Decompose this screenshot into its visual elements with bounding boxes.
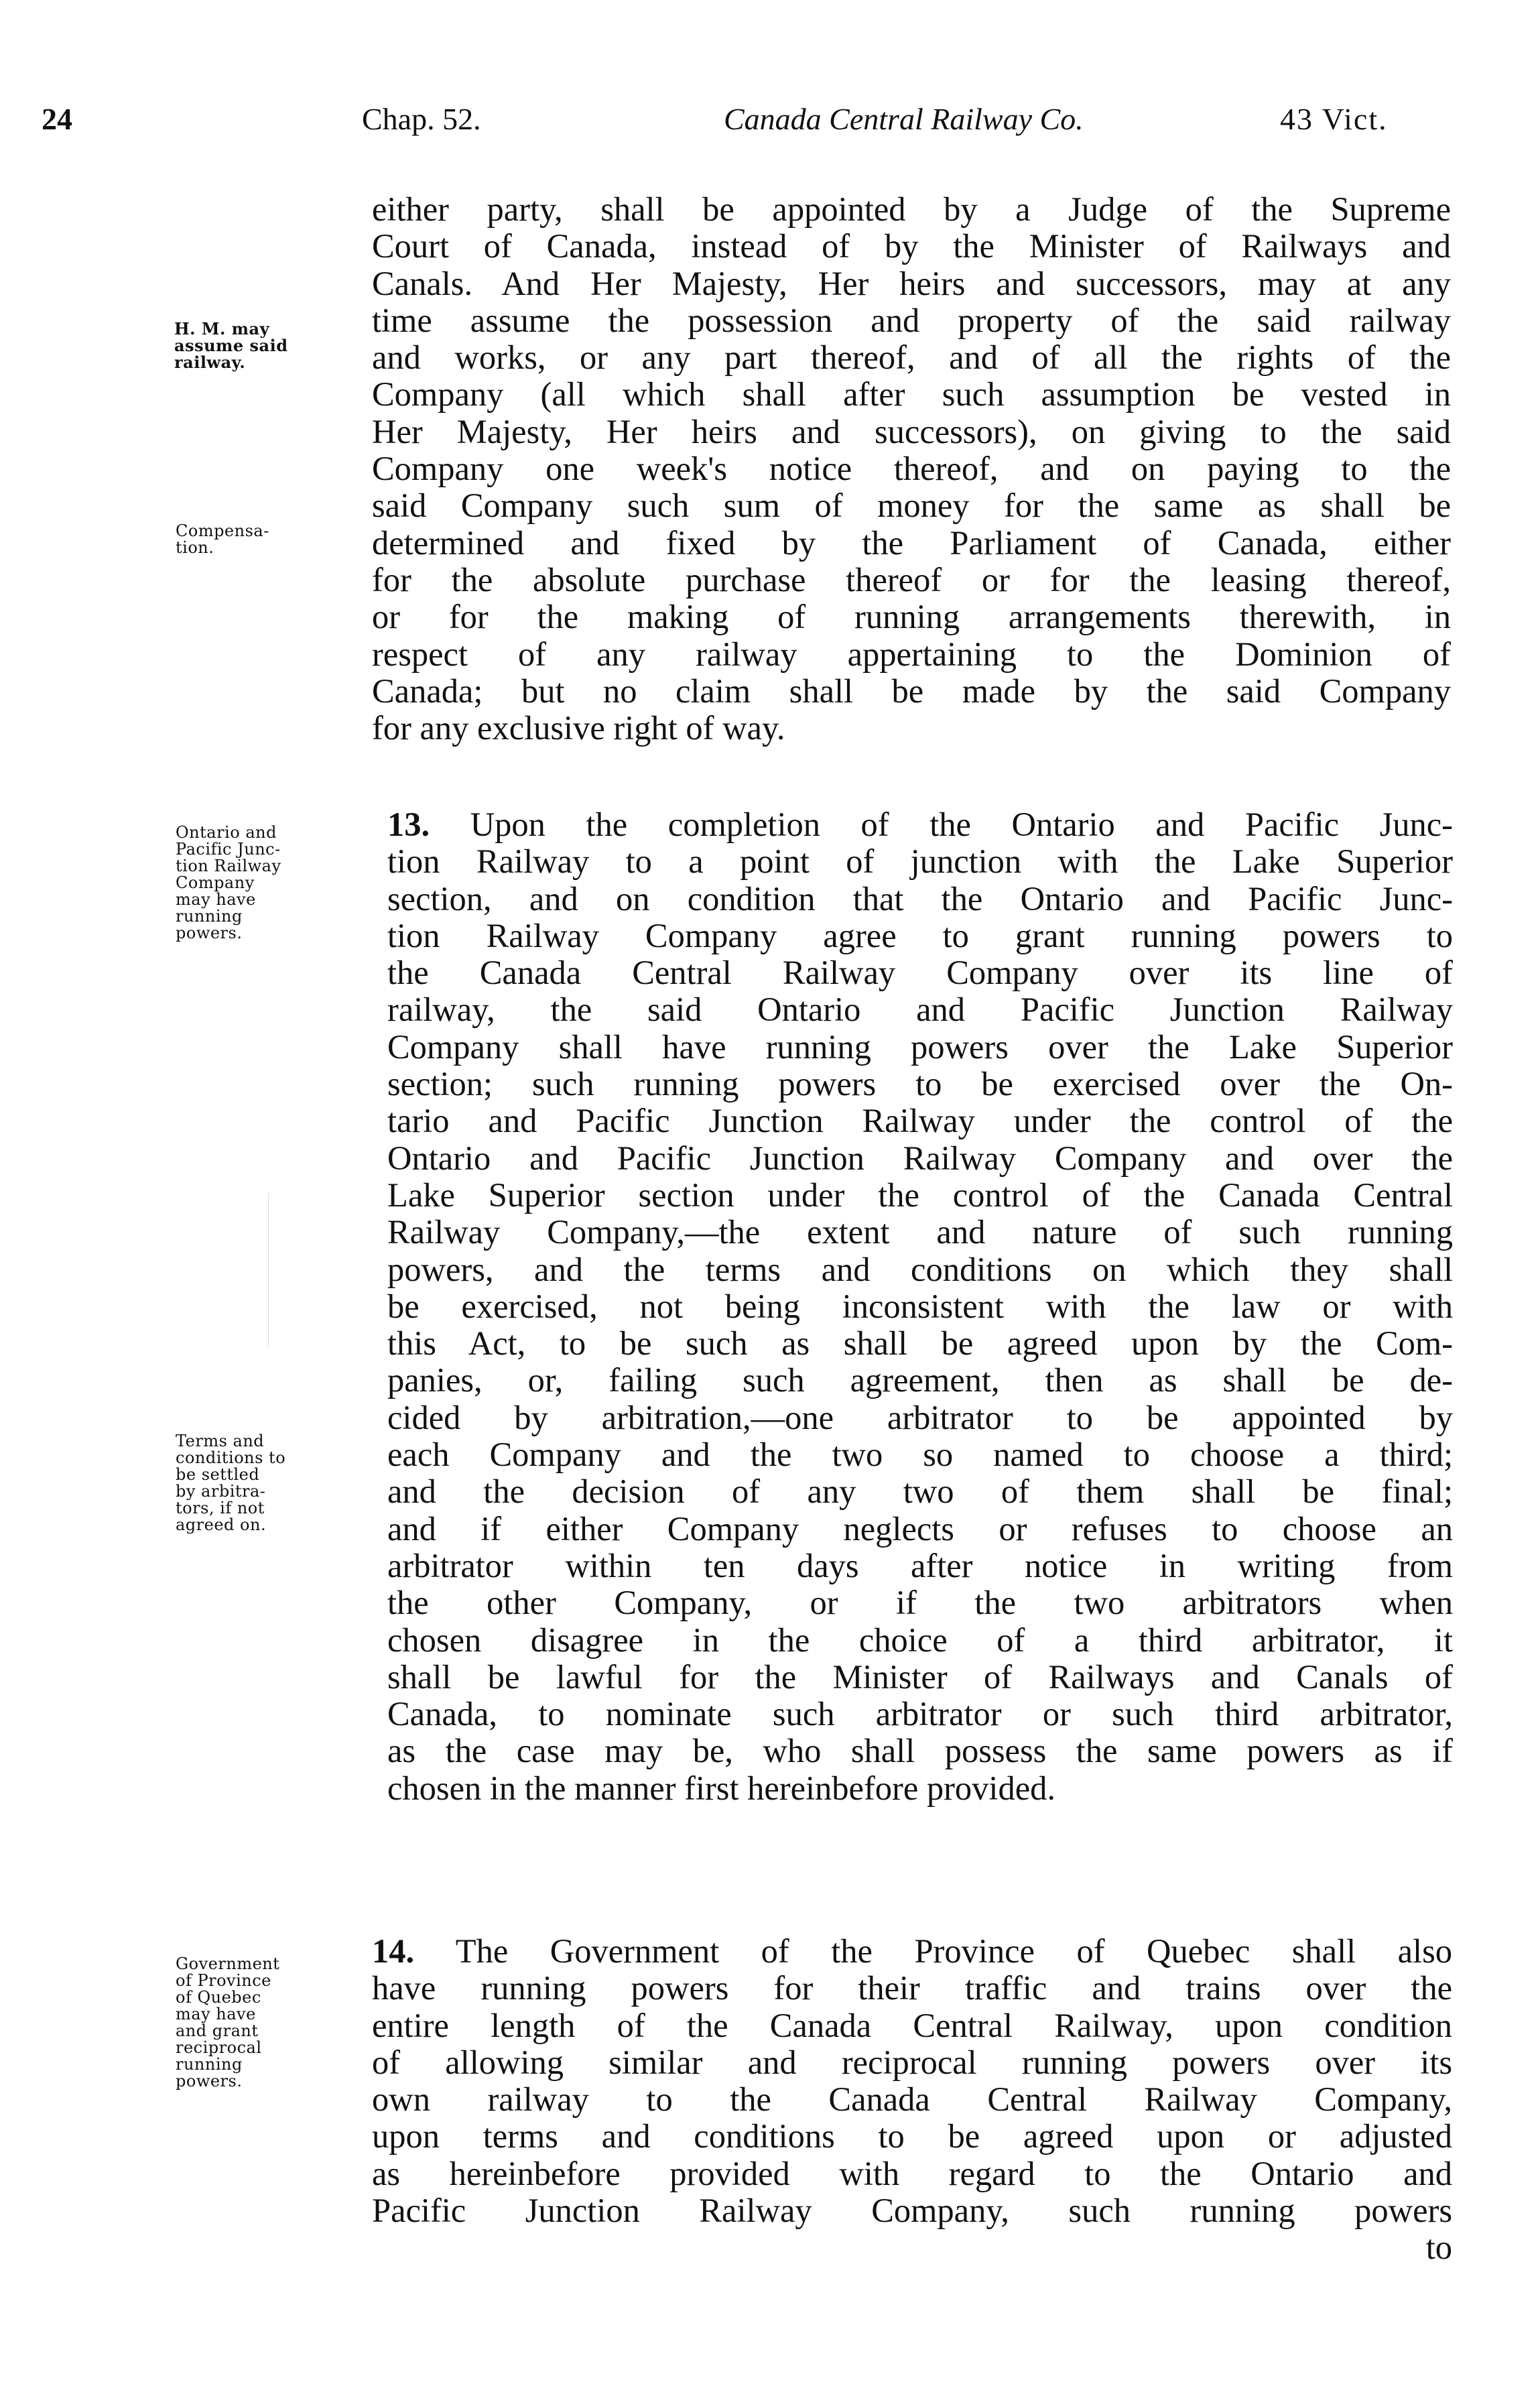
- margin-note-line: H. M. may: [174, 319, 270, 338]
- text-line: upon terms and conditions to be agreed upon or adjusted: [372, 2118, 1452, 2155]
- text-line: railway, the said Ontario and Pacific Junction Railway: [387, 991, 1453, 1029]
- catchword: to: [1425, 2229, 1452, 2267]
- margin-note-line: Compensa-: [176, 521, 269, 540]
- text-line: [387, 806, 1453, 843]
- text-line: of allowing similar and reciprocal running powers over its: [372, 2044, 1452, 2081]
- margin-note-terms-arbitration: [176, 1433, 357, 1533]
- text-line: Court of Canada, instead of by the Minister of Railways and: [372, 228, 1451, 265]
- margin-note-line: tion Railway: [176, 857, 281, 875]
- margin-note-assume-railway: [174, 320, 355, 371]
- margin-note-line: conditions to: [176, 1448, 286, 1467]
- text-line: for any exclusive right of way.: [372, 710, 785, 747]
- text-line: and if either Company neglects or refuses to choose an: [387, 1510, 1453, 1548]
- margin-note-line: by arbitra-: [176, 1482, 266, 1501]
- section-number: 14.: [372, 1933, 415, 1970]
- text-line: respect of any railway appertaining to the Dominion of: [372, 635, 1451, 673]
- text-line: this Act, to be such as shall be agreed upon by the Com-: [387, 1325, 1453, 1363]
- section-14: [372, 1933, 1452, 2267]
- text-line: Company one week's notice thereof, and on paying to the: [372, 450, 1451, 488]
- text-line: each Company and the two so named to choose a third;: [387, 1436, 1453, 1474]
- text-line: own railway to the Canada Central Railway Company,: [372, 2081, 1452, 2119]
- margin-note-line: running: [176, 907, 243, 926]
- text-line: and works, or any part thereof, and of all the rights of the: [372, 339, 1451, 377]
- text-line: Railway Company,—the extent and nature of such running: [387, 1214, 1453, 1251]
- running-title: Canada Central Railway Co.: [724, 102, 1084, 136]
- margin-note-quebec-powers: [176, 1956, 357, 2090]
- text-line: have running powers for their traffic and trains over the: [372, 1970, 1452, 2007]
- chapter-label: Chap. 52.: [362, 102, 481, 136]
- text-line: either party, shall be appointed by a Judge of the Supreme: [372, 191, 1451, 228]
- text-line: shall be lawful for the Minister of Railways and Canals of: [387, 1658, 1453, 1696]
- margin-note-line: railway.: [174, 353, 246, 372]
- margin-note-line: powers.: [176, 924, 243, 942]
- text-line: Company (all which shall after such assumption be vested in: [372, 376, 1451, 414]
- margin-note-line: and grant: [176, 2021, 259, 2040]
- text-line: cided by arbitration,—one arbitrator to be appointed by: [387, 1399, 1453, 1436]
- margin-note-compensation: [176, 523, 357, 556]
- text-line: Canada; but no claim shall be made by the said Company: [372, 672, 1451, 710]
- margin-note-line: Company: [176, 873, 255, 892]
- margin-note-line: reciprocal: [176, 2038, 262, 2057]
- margin-note-line: Pacific Junc-: [176, 840, 281, 859]
- scan-margin-mark: [268, 1193, 269, 1347]
- text-line: be exercised, not being inconsistent with the law or with: [387, 1288, 1453, 1325]
- text-line: tion Railway to a point of junction with the Lake Superior: [387, 843, 1453, 881]
- section-13: [387, 806, 1453, 1807]
- margin-note-line: Government: [176, 1954, 280, 1973]
- text-line: chosen in the manner first hereinbefore provided.: [387, 1769, 1056, 1807]
- text-line: arbitrator within ten days after notice in writing from: [387, 1547, 1453, 1584]
- margin-note-line: agreed on.: [176, 1515, 267, 1534]
- margin-note-line: of Province: [176, 1971, 271, 1990]
- text-line: Her Majesty, Her heirs and successors), on giving to the said: [372, 413, 1451, 450]
- margin-note-ontario-running-powers: [176, 824, 357, 942]
- text-line: Pacific Junction Railway Company, such running powers: [372, 2192, 1452, 2230]
- margin-note-line: may have: [176, 890, 256, 909]
- page-number: 24: [42, 102, 72, 136]
- margin-note-line: Ontario and: [176, 823, 277, 842]
- text-line: section; such running powers to be exercised over the On-: [387, 1066, 1453, 1103]
- margin-note-line: be settled: [176, 1465, 260, 1484]
- margin-note-line: tion.: [176, 538, 214, 557]
- margin-note-line: tors, if not: [176, 1499, 265, 1517]
- text-line: chosen disagree in the choice of a third arbitrator, it: [387, 1621, 1453, 1659]
- margin-note-line: powers.: [176, 2072, 243, 2090]
- paragraph-continued: [372, 191, 1451, 747]
- text-line: the other Company, or if the two arbitrators when: [387, 1584, 1453, 1622]
- text-line: for the absolute purchase thereof or for the leasing thereof,: [372, 561, 1451, 599]
- text-line: powers, and the terms and conditions on which they shall: [387, 1251, 1453, 1288]
- text-line: as hereinbefore provided with regard to the Ontario and: [372, 2155, 1452, 2192]
- text-line: Ontario and Pacific Junction Railway Company and over the: [387, 1139, 1453, 1177]
- section-first-line: The Government of the Province of Quebec shall also: [414, 1933, 1452, 1970]
- margin-note-line: Terms and: [176, 1432, 265, 1450]
- text-line: said Company such sum of money for the same as shall be: [372, 487, 1451, 525]
- text-line: Canada, to nominate such arbitrator or such third arbitrator,: [387, 1696, 1453, 1733]
- text-line: time assume the possession and property of the said railway: [372, 302, 1451, 339]
- margin-note-line: assume said: [174, 336, 288, 355]
- text-line: or for the making of running arrangements therewith, in: [372, 599, 1451, 636]
- text-line: panies, or, failing such agreement, then as shall be de-: [387, 1362, 1453, 1399]
- text-line: [372, 1933, 1452, 1970]
- text-line: as the case may be, who shall possess the same powers as if: [387, 1733, 1453, 1770]
- text-line: entire length of the Canada Central Railway, upon condition: [372, 2007, 1452, 2044]
- text-line: determined and fixed by the Parliament of Canada, either: [372, 524, 1451, 562]
- text-line: tion Railway Company agree to grant running powers to: [387, 917, 1453, 954]
- text-line: the Canada Central Railway Company over its line of: [387, 954, 1453, 992]
- regnal-year: 43 Vict.: [1280, 102, 1388, 136]
- text-line: and the decision of any two of them shall be final;: [387, 1473, 1453, 1511]
- text-line: Company shall have running powers over the Lake Superior: [387, 1028, 1453, 1066]
- text-line: Canals. And Her Majesty, Her heirs and successors, may at any: [372, 265, 1451, 302]
- text-line: section, and on condition that the Ontario and Pacific Junc-: [387, 880, 1453, 918]
- section-first-line: Upon the completion of the Ontario and Pacific Junc-: [430, 806, 1453, 843]
- section-number: 13.: [387, 806, 430, 843]
- margin-note-line: may have: [176, 2005, 256, 2023]
- margin-note-line: running: [176, 2055, 243, 2074]
- margin-note-line: of Quebec: [176, 1988, 261, 2007]
- text-line: Lake Superior section under the control of the Canada Central: [387, 1176, 1453, 1214]
- text-line: tario and Pacific Junction Railway under the control of the: [387, 1103, 1453, 1140]
